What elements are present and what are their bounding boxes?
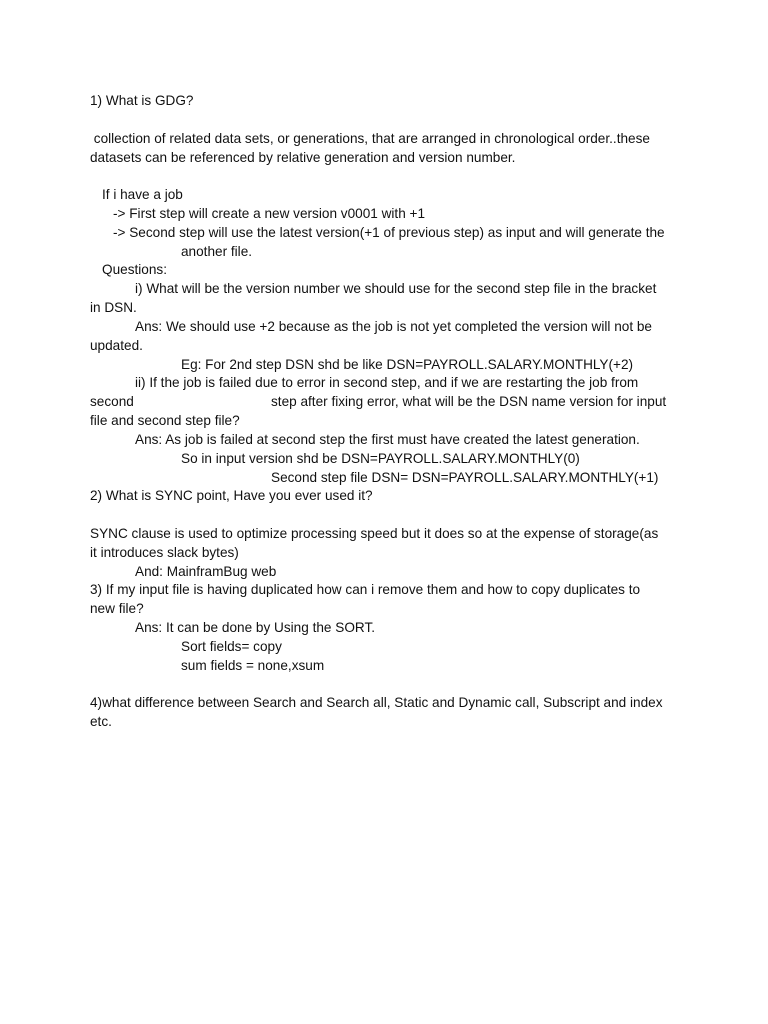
text-line: updated. bbox=[90, 338, 143, 353]
text-line: step after fixing error, what will be the DSN name version for input bbox=[271, 394, 667, 409]
text-line: it introduces slack bytes) bbox=[90, 545, 239, 560]
text-line: i) What will be the version number we should use for the second step file in the bracket bbox=[135, 281, 657, 296]
text-line: in DSN. bbox=[90, 300, 137, 315]
text-line: Ans: As job is failed at second step the first must have created the latest generation. bbox=[135, 432, 640, 447]
text-line: Ans: It can be done by Using the SORT. bbox=[135, 620, 376, 635]
text-line: Questions: bbox=[102, 262, 167, 277]
text-line: And: MainframBug web bbox=[135, 564, 277, 579]
text-line: SYNC clause is used to optimize processing speed but it does so at the expense of storage(as bbox=[90, 526, 659, 541]
question-1-heading: 1) What is GDG? bbox=[90, 93, 194, 108]
text-line: datasets can be referenced by relative generation and version number. bbox=[90, 150, 516, 165]
question-2-heading: 2) What is SYNC point, Have you ever used it? bbox=[90, 488, 373, 503]
text-line: etc. bbox=[90, 714, 112, 729]
text-line: Eg: For 2nd step DSN shd be like DSN=PAYROLL.SALARY.MONTHLY(+2) bbox=[181, 357, 634, 372]
question-3-heading: 3) If my input file is having duplicated how can i remove them and how to copy duplicates to bbox=[90, 582, 641, 597]
text-line: collection of related data sets, or generations, that are arranged in chronological order..these bbox=[90, 131, 650, 146]
text-line: -> First step will create a new version v0001 with +1 bbox=[113, 206, 426, 221]
text-line: So in input version shd be DSN=PAYROLL.SALARY.MONTHLY(0) bbox=[181, 451, 580, 466]
text-line: Sort fields= copy bbox=[181, 639, 282, 654]
text-line: sum fields = none,xsum bbox=[181, 658, 325, 673]
text-line: Ans: We should use +2 because as the job is not yet completed the version will not be bbox=[135, 319, 652, 334]
text-line: -> Second step will use the latest version(+1 of previous step) as input and will generate the bbox=[113, 225, 665, 240]
text-line: If i have a job bbox=[102, 187, 183, 202]
question-4-heading: 4)what difference between Search and Search all, Static and Dynamic call, Subscript and index bbox=[90, 695, 663, 710]
text-line: ii) If the job is failed due to error in second step, and if we are restarting the job from bbox=[135, 375, 639, 390]
text-line: new file? bbox=[90, 601, 144, 616]
text-line: second bbox=[90, 394, 134, 409]
text-line: file and second step file? bbox=[90, 413, 240, 428]
text-line: another file. bbox=[181, 244, 253, 259]
text-line: Second step file DSN= DSN=PAYROLL.SALARY.MONTHLY(+1) bbox=[271, 470, 659, 485]
